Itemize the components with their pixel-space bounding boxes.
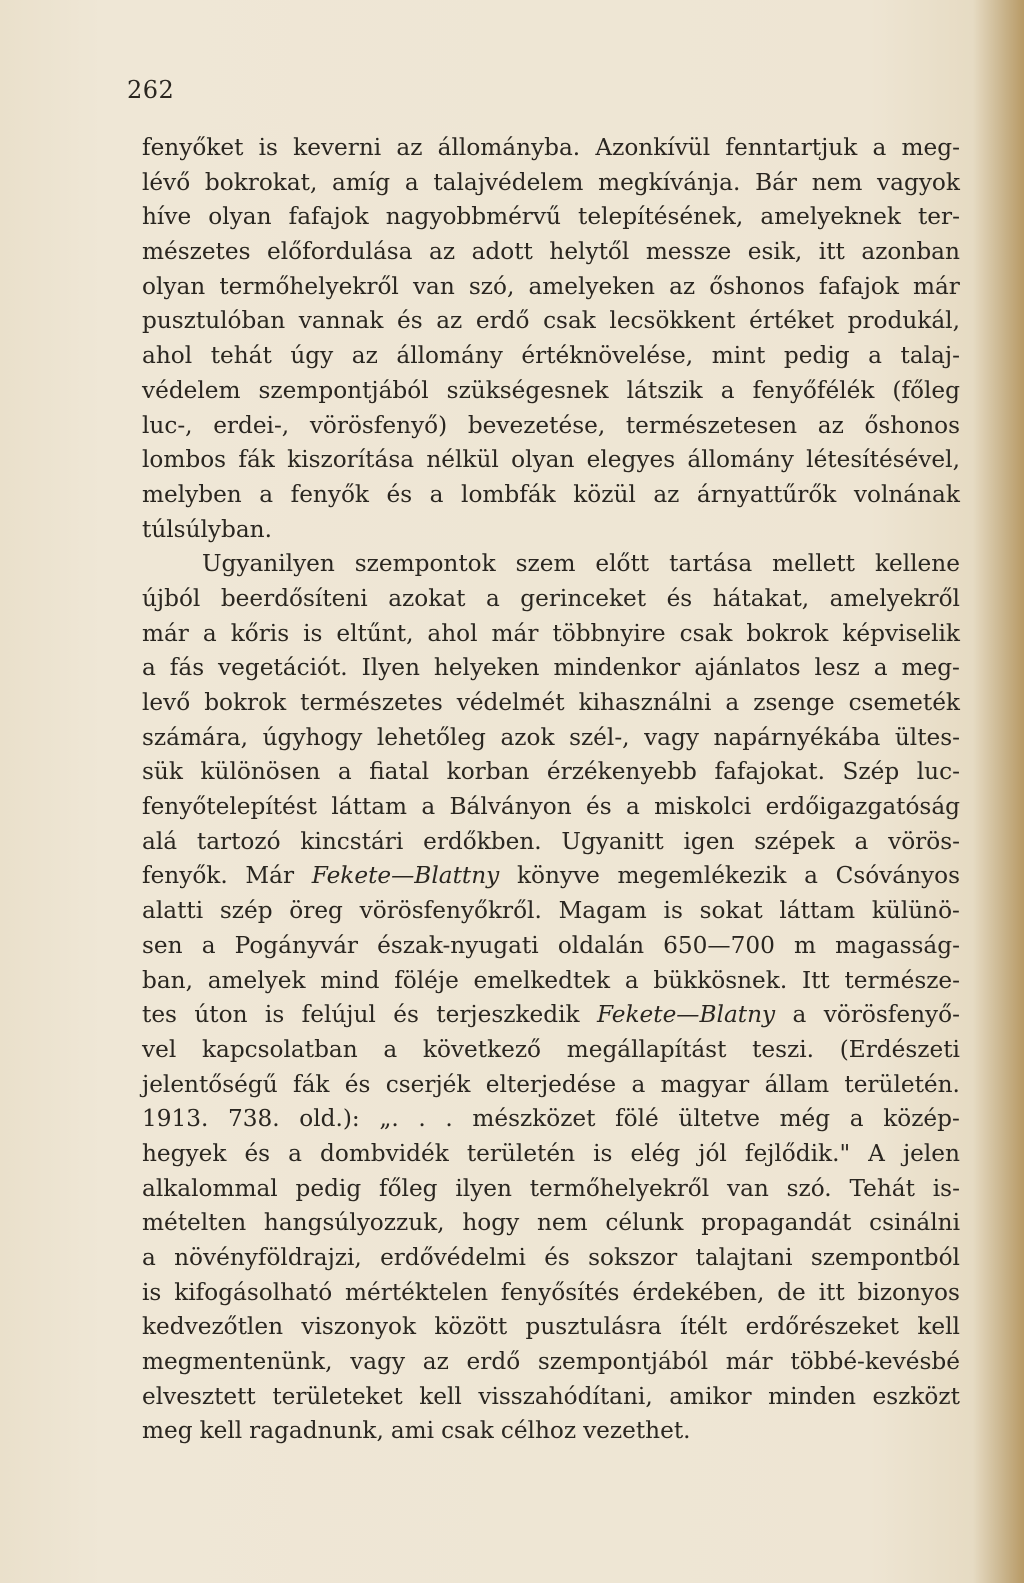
text-line: melyben a fenyők és a lombfák közül az árnyattűrők volnának [142,480,960,508]
text-line: tes úton is felújul és terjeszkedik Fekete—Blatny a vörösfenyő- [142,1001,960,1029]
text-line: levő bokrok természetes védelmét kihasználni a zsenge csemeték [142,689,960,716]
page-number: 262 [127,76,175,104]
text-line: olyan termőhelyekről van szó, amelyeken az őshonos fafajok már [142,272,960,300]
text-line: lombos fák kiszorítása nélkül olyan elegyes állomány létesítésével, [142,446,960,474]
text-line: a növényföldrajzi, erdővédelmi és sokszor talajtani szempontból [142,1244,960,1271]
text-line: is kifogásolható mértéktelen fenyősítés érdekében, de itt bizonyos [142,1278,960,1306]
text-line: fenyők. Már Fekete—Blattny könyve megemlékezik a Csóványos [142,862,960,890]
text-line: megmentenünk, vagy az erdő szempontjából már többé-kevésbé [142,1348,960,1376]
text-line: pusztulóban vannak és az erdő csak lecsökkent értéket produkál, [142,307,960,335]
text-line: mételten hangsúlyozzuk, hogy nem célunk propagandát csinálni [142,1209,960,1237]
text-line: fenyőtelepítést láttam a Bálványon és a miskolci erdőigazgatóság [142,793,960,821]
text-line: luc-, erdei-, vörösfenyő) bevezetése, természetesen az őshonos [142,411,960,439]
body-text [142,131,960,1449]
text-line: fenyőket is keverni az állományba. Azonkívül fenntartjuk a meg- [142,134,960,161]
text-line: mészetes előfordulása az adott helytől messze esik, itt azonban [142,238,960,266]
text-line: sük különösen a fiatal korban érzékenyebb fafajokat. Szép luc- [142,758,960,786]
text-line: híve olyan fafajok nagyobbmérvű telepítésének, amelyeknek ter- [142,203,960,231]
text-line: elvesztett területeket kell visszahódítani, amikor minden eszközt [142,1382,960,1410]
text-line: alkalommal pedig főleg ilyen termőhelyekről van szó. Tehát is- [142,1174,960,1202]
text-line: túlsúlyban. [142,515,272,543]
text-line: számára, úgyhogy lehetőleg azok szél-, vagy napárnyékába ültes- [142,723,960,751]
text-line: Ugyanilyen szempontok szem előtt tartása mellett kellene [202,550,960,578]
text-line: kedvezőtlen viszonyok között pusztulásra ítélt erdőrészeket kell [142,1313,960,1341]
text-line: védelem szempontjából szükségesnek látszik a fenyőfélék (főleg [142,376,960,404]
text-line: sen a Pogányvár észak-nyugati oldalán 650—700 m magasság- [142,931,960,959]
text-line: már a kőris is eltűnt, ahol már többnyire csak bokrok képviselik [142,619,960,647]
text-line: alatti szép öreg vörösfenyőkről. Magam is sokat láttam külünö- [142,897,960,925]
text-line: vel kapcsolatban a következő megállapítást teszi. (Erdészeti [142,1035,960,1063]
text-line: alá tartozó kincstári erdőkben. Ugyanitt igen szépek a vörös- [142,827,960,855]
text-line: lévő bokrokat, amíg a talajvédelem megkívánja. Bár nem vagyok [142,168,960,196]
text-line: hegyek és a dombvidék területén is elég jól fejlődik." A jelen [142,1139,960,1167]
text-line: ban, amelyek mind föléje emelkedtek a bükkösnek. Itt természe- [142,966,960,994]
text-line: meg kell ragadnunk, ami csak célhoz vezethet. [142,1417,691,1445]
text-line: újból beerdősíteni azokat a gerinceket és hátakat, amelyekről [142,584,960,612]
text-line: a fás vegetációt. Ilyen helyeken mindenkor ajánlatos lesz a meg- [142,654,960,682]
text-line: ahol tehát úgy az állomány értéknövelése, mint pedig a talaj- [142,342,960,370]
text-line: jelentőségű fák és cserjék elterjedése a magyar állam területén. [142,1070,960,1098]
text-line: 1913. 738. old.): „. . . mészközet fölé ültetve még a közép- [142,1105,960,1133]
